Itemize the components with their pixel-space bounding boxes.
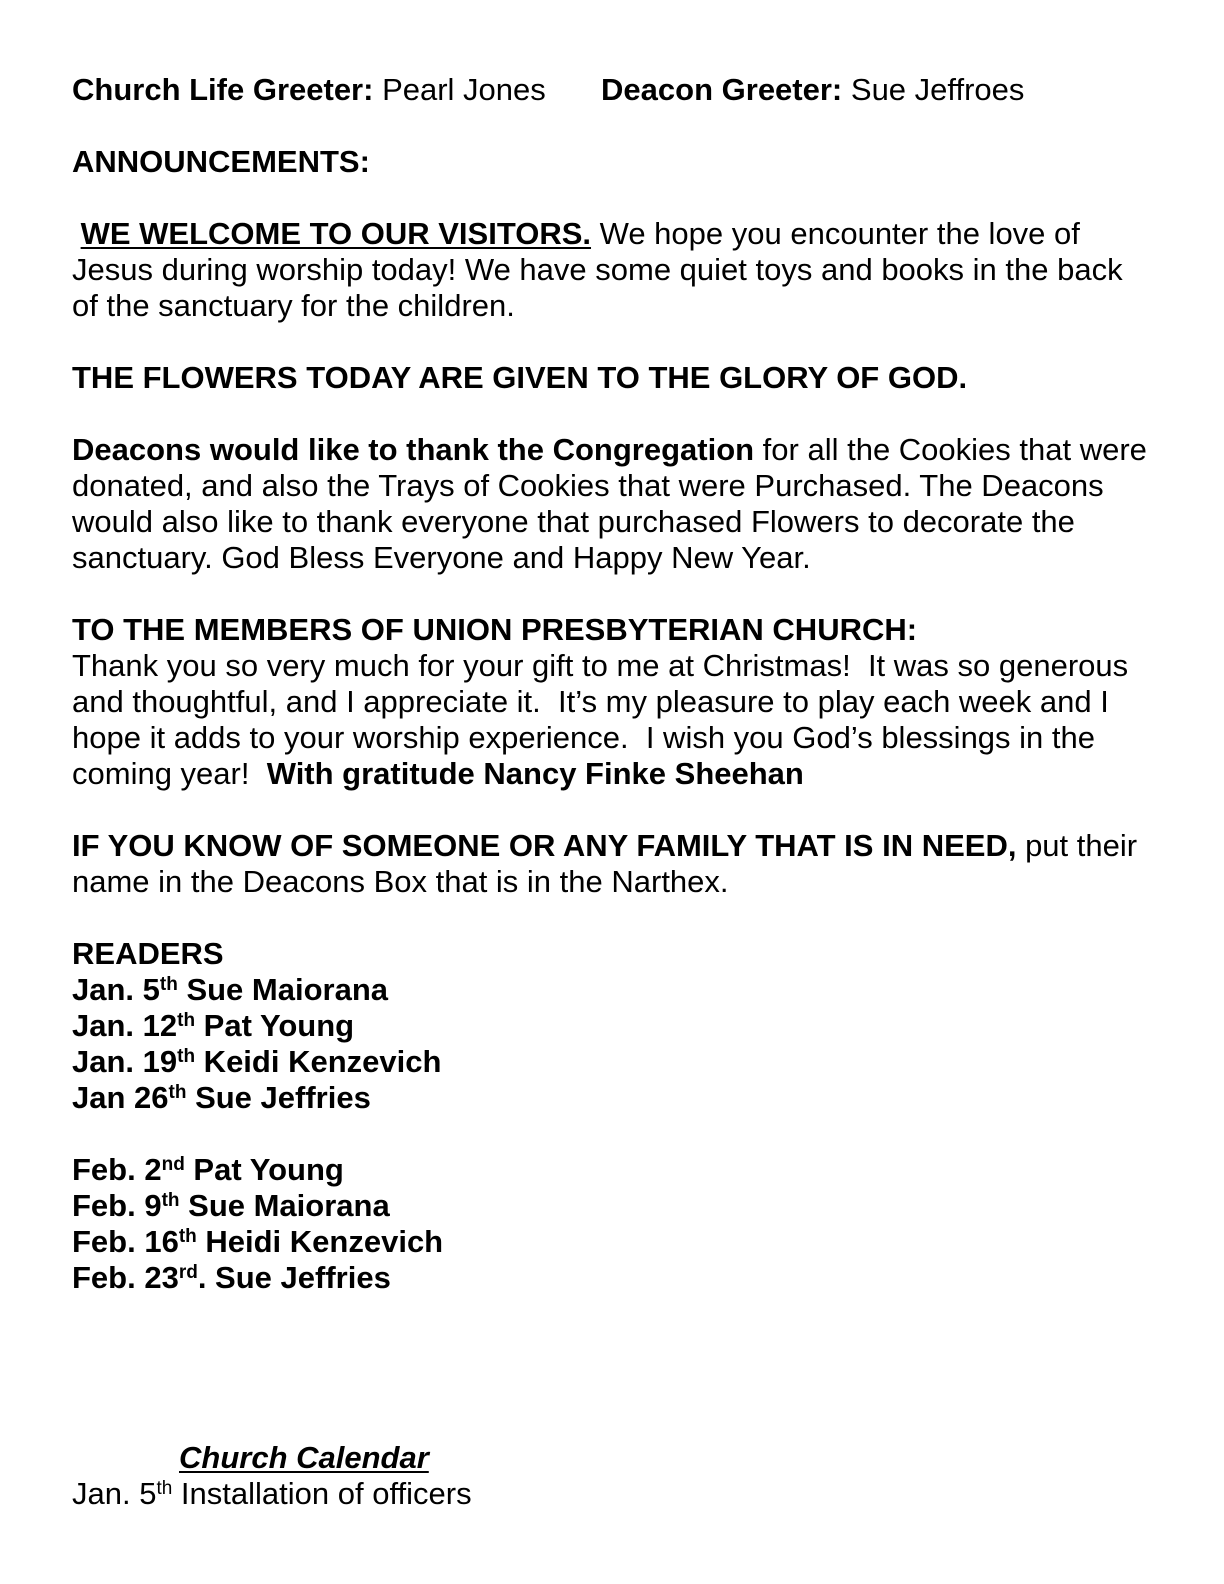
reader-row: Feb. 2nd Pat Young (72, 1152, 344, 1187)
letter-text: Thank you so very much for your gift to me at Christmas! It was so generous and thoughtful, and I appreciate it. It’s my pleasure to play each week and I hope it adds to your worship experience. I wish you God’s blessings in the coming year! (72, 648, 1137, 791)
letter-signature: With gratitude Nancy Finke Sheehan (266, 756, 804, 791)
reader-row: Feb. 23rd. Sue Jeffries (72, 1260, 391, 1295)
readers-january (72, 972, 1152, 1116)
flowers-notice: THE FLOWERS TODAY ARE GIVEN TO THE GLORY OF GOD. (72, 360, 968, 395)
deacons-thanks-paragraph (72, 432, 1152, 576)
reader-row: Jan 26th Sue Jeffries (72, 1080, 371, 1115)
church-life-greeter-label: Church Life Greeter: (72, 72, 374, 107)
deacons-thanks-text: for all the Cookies that were donated, and also the Trays of Cookies that were Purchased. The Deacons would also like to thank everyone that purchased Flowers to decorate the sanctuary. God Bless Everyone and Happy New Year. (72, 432, 1147, 575)
readers-heading: READERS (72, 936, 224, 971)
deacons-thanks-heading: Deacons would like to thank the Congregation (72, 432, 755, 467)
reader-row: Feb. 16th Heidi Kenzevich (72, 1224, 444, 1259)
reader-row: Jan. 12th Pat Young (72, 1008, 355, 1043)
need-paragraph (72, 828, 1152, 900)
reader-row: Jan. 19th Keidi Kenzevich (72, 1044, 442, 1079)
need-heading: IF YOU KNOW OF SOMEONE OR ANY FAMILY THAT IS IN NEED, (72, 828, 1017, 863)
calendar-entry: Jan. 5th Installation of officers (72, 1476, 472, 1511)
reader-row: Jan. 5th Sue Maiorana (72, 972, 389, 1007)
bulletin-page (72, 72, 1152, 1512)
church-calendar-title: Church Calendar (179, 1440, 429, 1475)
reader-row: Feb. 9th Sue Maiorana (72, 1188, 390, 1223)
letter-heading: TO THE MEMBERS OF UNION PRESBYTERIAN CHURCH: (72, 612, 918, 647)
church-life-greeter-name: Pearl Jones (382, 72, 546, 107)
letter-paragraph (72, 648, 1152, 792)
deacon-greeter-name: Sue Jeffroes (850, 72, 1025, 107)
welcome-paragraph (72, 216, 1152, 324)
greeters-line (72, 72, 1152, 108)
need-text: put their name in the Deacons Box that is in the Narthex. (72, 828, 1138, 899)
readers-february (72, 1152, 1152, 1296)
welcome-heading: WE WELCOME TO OUR VISITORS. (80, 216, 592, 251)
deacon-greeter-label: Deacon Greeter: (601, 72, 843, 107)
welcome-text: We hope you encounter the love of Jesus during worship today! We have some quiet toys and books in the back of the sanctuary for the children. (72, 216, 1123, 323)
announcements-heading: ANNOUNCEMENTS: (72, 144, 370, 179)
